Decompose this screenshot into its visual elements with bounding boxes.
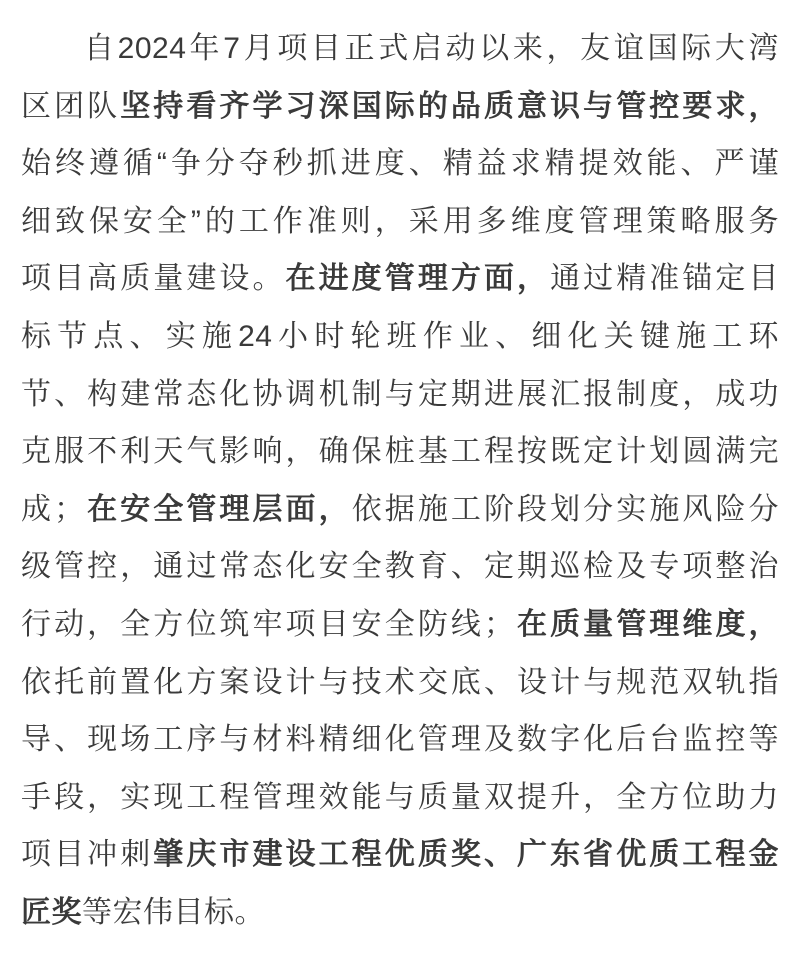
- body-text: 通过精准锚定目: [550, 262, 780, 296]
- emphasis-text: 在质量管理维度，: [514, 607, 780, 641]
- emphasis-text: 肇庆市建设工程优质奖、广东省优质工程金: [153, 838, 780, 872]
- text-line: [21, 423, 779, 481]
- body-text: 手段，实现工程管理效能与质量双提升，全方位助力: [21, 780, 779, 814]
- text-line: [21, 250, 779, 308]
- body-text: 级管控，通过常态化安全教育、定期巡检及专项整治: [21, 550, 779, 584]
- text-line: [21, 654, 779, 712]
- body-text: 标节点、实施24小时轮班作业、细化关键施工环: [21, 319, 779, 353]
- emphasis-text: 坚持看齐学习深国际的品质意识与管控要求，: [120, 89, 780, 123]
- text-line: [21, 711, 779, 769]
- emphasis-text: 在安全管理层面，: [84, 492, 352, 526]
- body-text: 自2024年7月项目正式启动以来，友谊国际大湾: [84, 32, 779, 65]
- text-line: [21, 193, 779, 251]
- text-line: [21, 769, 779, 827]
- text-line: [21, 884, 779, 942]
- body-text: 依据施工阶段划分实施风险分: [351, 492, 780, 526]
- text-line: [21, 135, 779, 193]
- text-line: [21, 20, 779, 78]
- text-line: [21, 366, 779, 424]
- emphasis-text: 在进度管理方面，: [285, 262, 551, 296]
- text-line: [21, 308, 779, 366]
- body-text: 始终遵循“争分夺秒抓进度、精益求精提效能、严谨: [21, 147, 779, 181]
- text-line: [21, 78, 779, 136]
- body-text: 成；: [21, 492, 85, 526]
- body-text: 项目高质量建设。: [21, 262, 286, 296]
- text-line: [21, 596, 779, 654]
- body-text: 细致保安全”的工作准则，采用多维度管理策略服务: [21, 204, 779, 238]
- body-text: 行动，全方位筑牢项目安全防线；: [21, 607, 515, 641]
- body-text: 导、现场工序与材料精细化管理及数字化后台监控等: [21, 723, 779, 757]
- emphasis-text: 匠奖: [21, 895, 82, 929]
- body-text: 克服不利天气影响，确保桩基工程按既定计划圆满完: [21, 435, 779, 469]
- body-text: 等宏伟目标。: [82, 895, 265, 929]
- body-text: 区团队: [21, 89, 121, 123]
- text-line: [21, 538, 779, 596]
- text-line: [21, 826, 779, 884]
- body-text: 依托前置化方案设计与技术交底、设计与规范双轨指: [21, 665, 779, 699]
- body-text: 节、构建常态化协调机制与定期进展汇报制度，成功: [21, 377, 779, 411]
- body-text: 项目冲刺: [21, 838, 154, 872]
- text-line: [21, 481, 779, 539]
